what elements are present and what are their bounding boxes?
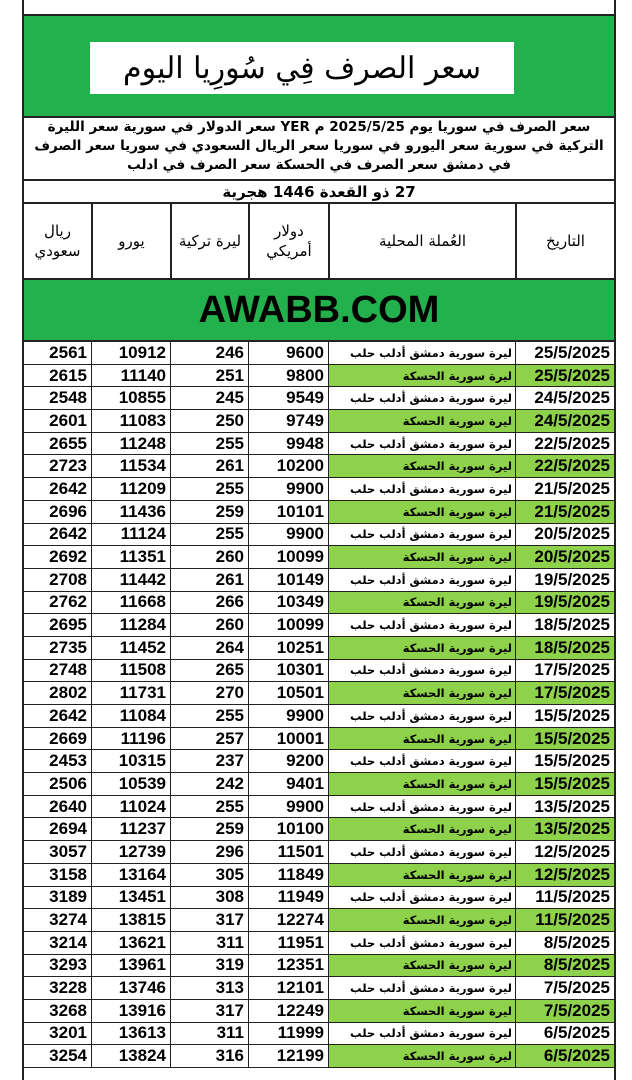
cell-try: 255 xyxy=(170,796,248,818)
cell-date: 15/5/2025 xyxy=(515,728,614,750)
cell-eur: 13916 xyxy=(91,1000,170,1022)
cell-date: 22/5/2025 xyxy=(515,433,614,455)
table-row xyxy=(24,773,614,796)
cell-eur: 11731 xyxy=(91,682,170,704)
cell-try: 264 xyxy=(170,637,248,659)
cell-date: 6/5/2025 xyxy=(515,1023,614,1045)
cell-sar: 2762 xyxy=(49,592,87,612)
cell-currency: ليرة سورية الحسكة xyxy=(328,410,515,432)
cell-currency: ليرة سورية الحسكة xyxy=(328,546,515,568)
cell-currency: ليرة سورية دمشق أدلب حلب xyxy=(328,569,515,591)
cell-date: 11/5/2025 xyxy=(515,909,614,931)
cell-currency: ليرة سورية الحسكة xyxy=(328,365,515,387)
cell-try: 319 xyxy=(170,955,248,977)
cell-currency: ليرة سورية الحسكة xyxy=(328,864,515,886)
table-row xyxy=(24,887,614,910)
cell-usd: 9900 xyxy=(248,524,328,546)
table-row xyxy=(24,614,614,637)
cell-eur: 11196 xyxy=(91,728,170,750)
table-row xyxy=(24,977,614,1000)
cell-usd: 11501 xyxy=(248,841,328,863)
table-row xyxy=(24,455,614,478)
cell-eur: 11508 xyxy=(91,660,170,682)
cell-date: 7/5/2025 xyxy=(515,1000,614,1022)
cell-try: 266 xyxy=(170,592,248,614)
cell-currency: ليرة سورية دمشق أدلب حلب xyxy=(328,750,515,772)
cell-usd: 11949 xyxy=(248,887,328,909)
cell-eur: 13164 xyxy=(91,864,170,886)
cell-eur: 13621 xyxy=(91,932,170,954)
cell-currency: ليرة سورية دمشق أدلب حلب xyxy=(328,433,515,455)
watermark: AWABB.COM xyxy=(24,280,614,342)
cell-eur: 11124 xyxy=(91,524,170,546)
table-row xyxy=(24,478,614,501)
cell-currency: ليرة سورية الحسكة xyxy=(328,1000,515,1022)
cell-sar: 2655 xyxy=(49,433,87,453)
cell-try: 311 xyxy=(170,1023,248,1045)
table-row xyxy=(24,433,614,456)
cell-try: 255 xyxy=(170,524,248,546)
cell-currency: ليرة سورية الحسكة xyxy=(328,1045,515,1067)
cell-sar: 2694 xyxy=(49,819,87,839)
cell-try: 246 xyxy=(170,342,248,364)
cell-usd: 9200 xyxy=(248,750,328,772)
cell-date: 17/5/2025 xyxy=(515,660,614,682)
cell-usd: 10101 xyxy=(248,501,328,523)
cell-date: 18/5/2025 xyxy=(515,614,614,636)
cell-date: 18/5/2025 xyxy=(515,637,614,659)
cell-currency: ليرة سورية الحسكة xyxy=(328,637,515,659)
cell-currency: ليرة سورية الحسكة xyxy=(328,818,515,840)
table-row xyxy=(24,909,614,932)
description-text: سعر الصرف في سوريا يوم 2025/5/25 م YER سعر الدولار في سورية سعر الليرة التركية في سورية سعر اليورو في سوريا سعر الريال السعودي في سوريا سعر الصرف في دمشق سعر الصرف في الحسكة سعر الصرف في ادلب xyxy=(24,118,614,181)
cell-date: 7/5/2025 xyxy=(515,977,614,999)
cell-currency: ليرة سورية دمشق أدلب حلب xyxy=(328,977,515,999)
cell-sar: 3254 xyxy=(49,1046,87,1066)
cell-sar: 3274 xyxy=(49,910,87,930)
cell-eur: 11024 xyxy=(91,796,170,818)
cell-usd: 10200 xyxy=(248,455,328,477)
table-row xyxy=(24,592,614,615)
cell-currency: ليرة سورية دمشق أدلب حلب xyxy=(328,614,515,636)
cell-sar: 2735 xyxy=(49,637,87,657)
table-row xyxy=(24,524,614,547)
cell-date: 8/5/2025 xyxy=(515,955,614,977)
cell-eur: 13746 xyxy=(91,977,170,999)
cell-usd: 12101 xyxy=(248,977,328,999)
cell-sar: 2723 xyxy=(49,456,87,476)
cell-usd: 10099 xyxy=(248,614,328,636)
cell-try: 257 xyxy=(170,728,248,750)
cell-date: 17/5/2025 xyxy=(515,682,614,704)
cell-usd: 12249 xyxy=(248,1000,328,1022)
cell-try: 308 xyxy=(170,887,248,909)
cell-eur: 11442 xyxy=(91,569,170,591)
table-row xyxy=(24,682,614,705)
cell-date: 20/5/2025 xyxy=(515,524,614,546)
cell-sar: 2548 xyxy=(49,388,87,408)
cell-usd: 10100 xyxy=(248,818,328,840)
cell-currency: ليرة سورية دمشق أدلب حلب xyxy=(328,660,515,682)
cell-eur: 10315 xyxy=(91,750,170,772)
table-row xyxy=(24,387,614,410)
cell-try: 259 xyxy=(170,818,248,840)
cell-usd: 10501 xyxy=(248,682,328,704)
cell-try: 259 xyxy=(170,501,248,523)
cell-eur: 11534 xyxy=(91,455,170,477)
cell-date: 6/5/2025 xyxy=(515,1045,614,1067)
cell-try: 261 xyxy=(170,455,248,477)
cell-date: 15/5/2025 xyxy=(515,705,614,727)
table-row xyxy=(24,1023,614,1046)
cell-sar: 2642 xyxy=(49,478,87,498)
cell-date: 22/5/2025 xyxy=(515,455,614,477)
cell-try: 255 xyxy=(170,433,248,455)
cell-eur: 11084 xyxy=(91,705,170,727)
cell-eur: 10912 xyxy=(91,342,170,364)
cell-currency: ليرة سورية الحسكة xyxy=(328,909,515,931)
table-row xyxy=(24,750,614,773)
cell-sar: 2561 xyxy=(49,342,87,362)
cell-date: 24/5/2025 xyxy=(515,387,614,409)
cell-try: 270 xyxy=(170,682,248,704)
table-row xyxy=(24,796,614,819)
cell-sar: 2615 xyxy=(49,365,87,385)
cell-try: 317 xyxy=(170,1000,248,1022)
cell-usd: 9900 xyxy=(248,705,328,727)
cell-currency: ليرة سورية دمشق أدلب حلب xyxy=(328,342,515,364)
cell-try: 251 xyxy=(170,365,248,387)
cell-eur: 11209 xyxy=(91,478,170,500)
cell-sar: 2669 xyxy=(49,728,87,748)
cell-try: 250 xyxy=(170,410,248,432)
table-row xyxy=(24,841,614,864)
cell-usd: 9749 xyxy=(248,410,328,432)
table-row xyxy=(24,932,614,955)
cell-eur: 13815 xyxy=(91,909,170,931)
cell-date: 20/5/2025 xyxy=(515,546,614,568)
table-body xyxy=(24,342,614,1068)
cell-usd: 11849 xyxy=(248,864,328,886)
cell-currency: ليرة سورية دمشق أدلب حلب xyxy=(328,841,515,863)
cell-usd: 12351 xyxy=(248,955,328,977)
cell-date: 21/5/2025 xyxy=(515,501,614,523)
cell-eur: 11140 xyxy=(91,365,170,387)
cell-eur: 13961 xyxy=(91,955,170,977)
cell-currency: ليرة سورية الحسكة xyxy=(328,501,515,523)
cell-try: 296 xyxy=(170,841,248,863)
cell-sar: 2506 xyxy=(49,773,87,793)
cell-currency: ليرة سورية الحسكة xyxy=(328,592,515,614)
cell-sar: 2695 xyxy=(49,615,87,635)
table-row xyxy=(24,546,614,569)
cell-usd: 11999 xyxy=(248,1023,328,1045)
table-row xyxy=(24,501,614,524)
cell-try: 255 xyxy=(170,478,248,500)
table-row xyxy=(24,705,614,728)
page-title: سعر الصرف فِي سُورِيا اليوم xyxy=(90,42,514,94)
table-row xyxy=(24,410,614,433)
cell-sar: 2453 xyxy=(49,751,87,771)
cell-currency: ليرة سورية دمشق أدلب حلب xyxy=(328,796,515,818)
cell-currency: ليرة سورية دمشق أدلب حلب xyxy=(328,705,515,727)
cell-sar: 2748 xyxy=(49,660,87,680)
cell-sar: 2642 xyxy=(49,705,87,725)
cell-date: 15/5/2025 xyxy=(515,750,614,772)
table-row xyxy=(24,660,614,683)
cell-usd: 9549 xyxy=(248,387,328,409)
header-eur: يورو xyxy=(91,204,170,278)
cell-eur: 13451 xyxy=(91,887,170,909)
cell-try: 255 xyxy=(170,705,248,727)
cell-try: 305 xyxy=(170,864,248,886)
cell-eur: 10539 xyxy=(91,773,170,795)
table-row xyxy=(24,637,614,660)
cell-eur: 11452 xyxy=(91,637,170,659)
cell-currency: ليرة سورية الحسكة xyxy=(328,955,515,977)
cell-currency: ليرة سورية الحسكة xyxy=(328,773,515,795)
cell-sar: 2696 xyxy=(49,501,87,521)
cell-eur: 11668 xyxy=(91,592,170,614)
cell-eur: 11284 xyxy=(91,614,170,636)
cell-date: 24/5/2025 xyxy=(515,410,614,432)
table-row xyxy=(24,1000,614,1023)
cell-currency: ليرة سورية دمشق أدلب حلب xyxy=(328,887,515,909)
cell-usd: 10001 xyxy=(248,728,328,750)
cell-date: 13/5/2025 xyxy=(515,796,614,818)
table-row xyxy=(24,342,614,365)
cell-try: 260 xyxy=(170,546,248,568)
cell-try: 311 xyxy=(170,932,248,954)
cell-eur: 13613 xyxy=(91,1023,170,1045)
cell-sar: 3268 xyxy=(49,1000,87,1020)
cell-try: 265 xyxy=(170,660,248,682)
cell-usd: 10149 xyxy=(248,569,328,591)
cell-usd: 9948 xyxy=(248,433,328,455)
cell-eur: 12739 xyxy=(91,841,170,863)
table-header xyxy=(24,204,614,280)
cell-date: 11/5/2025 xyxy=(515,887,614,909)
cell-usd: 9800 xyxy=(248,365,328,387)
cell-usd: 10099 xyxy=(248,546,328,568)
cell-date: 15/5/2025 xyxy=(515,773,614,795)
cell-date: 8/5/2025 xyxy=(515,932,614,954)
cell-currency: ليرة سورية دمشق أدلب حلب xyxy=(328,387,515,409)
table-row xyxy=(24,1045,614,1068)
cell-sar: 3189 xyxy=(49,887,87,907)
hijri-date: 27 ذو القعدة 1446 هجرية xyxy=(24,181,614,204)
table-row xyxy=(24,864,614,887)
cell-sar: 2802 xyxy=(49,683,87,703)
cell-usd: 9900 xyxy=(248,478,328,500)
cell-try: 260 xyxy=(170,614,248,636)
cell-usd: 10301 xyxy=(248,660,328,682)
cell-date: 19/5/2025 xyxy=(515,569,614,591)
cell-eur: 11237 xyxy=(91,818,170,840)
cell-eur: 11248 xyxy=(91,433,170,455)
cell-currency: ليرة سورية الحسكة xyxy=(328,455,515,477)
cell-try: 317 xyxy=(170,909,248,931)
cell-currency: ليرة سورية دمشق أدلب حلب xyxy=(328,1023,515,1045)
cell-eur: 11351 xyxy=(91,546,170,568)
cell-usd: 9401 xyxy=(248,773,328,795)
cell-sar: 2692 xyxy=(49,547,87,567)
table-row xyxy=(24,365,614,388)
cell-try: 245 xyxy=(170,387,248,409)
cell-sar: 2642 xyxy=(49,524,87,544)
cell-currency: ليرة سورية دمشق أدلب حلب xyxy=(328,478,515,500)
cell-try: 261 xyxy=(170,569,248,591)
table-row xyxy=(24,955,614,978)
table-row xyxy=(24,818,614,841)
cell-eur: 11083 xyxy=(91,410,170,432)
cell-currency: ليرة سورية الحسكة xyxy=(328,682,515,704)
header-currency: العُملة المحلية xyxy=(328,204,515,278)
table-row xyxy=(24,569,614,592)
cell-eur: 13824 xyxy=(91,1045,170,1067)
cell-usd: 9900 xyxy=(248,796,328,818)
cell-sar: 3214 xyxy=(49,932,87,952)
cell-try: 242 xyxy=(170,773,248,795)
cell-date: 12/5/2025 xyxy=(515,864,614,886)
cell-try: 313 xyxy=(170,977,248,999)
cell-usd: 12199 xyxy=(248,1045,328,1067)
header-date: التاريخ xyxy=(515,204,614,278)
cell-date: 13/5/2025 xyxy=(515,818,614,840)
cell-currency: ليرة سورية الحسكة xyxy=(328,728,515,750)
cell-date: 12/5/2025 xyxy=(515,841,614,863)
cell-usd: 10251 xyxy=(248,637,328,659)
cell-sar: 3158 xyxy=(49,864,87,884)
cell-sar: 2708 xyxy=(49,569,87,589)
cell-sar: 3201 xyxy=(49,1023,87,1043)
header-sar: ريال سعودي xyxy=(34,222,81,260)
cell-sar: 2640 xyxy=(49,796,87,816)
cell-currency: ليرة سورية دمشق أدلب حلب xyxy=(328,524,515,546)
cell-date: 25/5/2025 xyxy=(515,365,614,387)
cell-date: 21/5/2025 xyxy=(515,478,614,500)
cell-try: 316 xyxy=(170,1045,248,1067)
cell-date: 19/5/2025 xyxy=(515,592,614,614)
cell-sar: 3057 xyxy=(49,841,87,861)
cell-eur: 10855 xyxy=(91,387,170,409)
cell-sar: 2601 xyxy=(49,410,87,430)
cell-date: 25/5/2025 xyxy=(515,342,614,364)
cell-sar: 3293 xyxy=(49,955,87,975)
cell-currency: ليرة سورية دمشق أدلب حلب xyxy=(328,932,515,954)
cell-usd: 10349 xyxy=(248,592,328,614)
cell-try: 237 xyxy=(170,750,248,772)
cell-usd: 11951 xyxy=(248,932,328,954)
table-row xyxy=(24,728,614,751)
cell-sar: 3228 xyxy=(49,978,87,998)
cell-usd: 9600 xyxy=(248,342,328,364)
header-usd: دولار أمريكي xyxy=(248,204,328,278)
cell-eur: 11436 xyxy=(91,501,170,523)
cell-usd: 12274 xyxy=(248,909,328,931)
header-try: ليرة تركية xyxy=(170,204,248,278)
